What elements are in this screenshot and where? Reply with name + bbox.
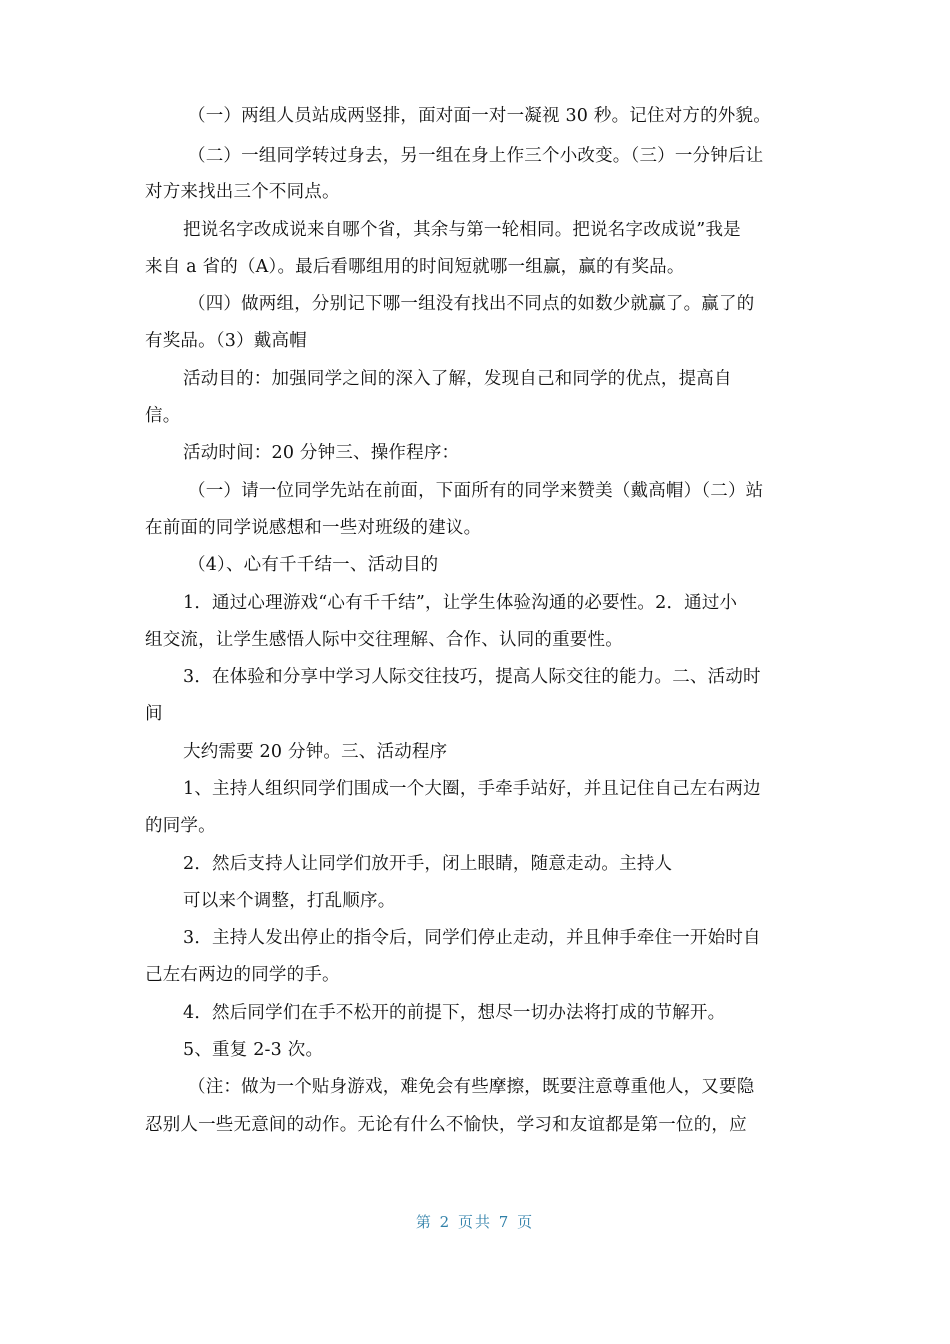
paragraph-line: （注：做为一个贴身游戏，难免会有些摩擦，既要注意尊重他人，又要隐 [188,1077,755,1097]
paragraph-line: 1、主持人组织同学们围成一个大圈，手牵手站好，并且记住自己左右两边 [183,779,761,799]
paragraph-line: 1．通过心理游戏“心有千千结”，让学生体验沟通的必要性。2．通过小 [183,593,738,613]
paragraph-line: 的同学。 [145,816,216,836]
paragraph-line: 活动目的：加强同学之间的深入了解，发现自己和同学的优点，提高自 [183,369,732,389]
paragraph-line: 可以来个调整，打乱顺序。 [183,891,396,911]
paragraph-line: （一）请一位同学先站在前面，下面所有的同学来赞美（戴高帽）（二）站 [188,481,764,501]
paragraph-line: 在前面的同学说感想和一些对班级的建议。 [145,518,482,538]
paragraph-line: 间 [145,704,163,724]
paragraph-line: 组交流，让学生感悟人际中交往理解、合作、认同的重要性。 [145,630,623,650]
paragraph-line: 信。 [145,406,181,426]
paragraph-line: 2．然后支持人让同学们放开手，闭上眼睛，随意走动。主持人 [183,854,673,874]
paragraph-line: 忍别人一些无意间的动作。无论有什么不愉快，学习和友谊都是第一位的，应 [145,1115,747,1135]
paragraph-line: 3．主持人发出停止的指令后，同学们停止走动，并且伸手牵住一开始时自 [183,928,761,948]
paragraph-line: 4．然后同学们在手不松开的前提下，想尽一切办法将打成的节解开。 [183,1003,726,1023]
paragraph-line: （四）做两组，分别记下哪一组没有找出不同点的如数少就赢了。赢了的 [188,294,755,314]
paragraph-line: 来自 a 省的（A）。最后看哪组用的时间短就哪一组赢，赢的有奖品。 [145,257,685,277]
paragraph-line: （一）两组人员站成两竖排，面对面一对一凝视 30 秒。记住对方的外貌。 [188,106,771,126]
paragraph-line: 活动时间：20 分钟三、操作程序： [183,443,460,463]
paragraph-line: 5、重复 2-3 次。 [183,1040,324,1060]
paragraph-line: （二）一组同学转过身去，另一组在身上作三个小改变。（三）一分钟后让 [188,146,764,166]
paragraph-line: 大约需要 20 分钟。三、活动程序 [183,742,448,762]
paragraph-line: （4）、心有千千结一、活动目的 [188,555,439,575]
paragraph-line: 对方来找出三个不同点。 [145,182,340,202]
paragraph-line: 把说名字改成说来自哪个省，其余与第一轮相同。把说名字改成说”我是 [183,220,741,240]
paragraph-line: 己左右两边的同学的手。 [145,965,340,985]
page-number-footer: 第 2 页共 7 页 [415,1213,535,1231]
paragraph-line: 有奖品。（3）戴高帽 [145,331,307,351]
paragraph-line: 3．在体验和分享中学习人际交往技巧，提高人际交往的能力。二、活动时 [183,667,761,687]
